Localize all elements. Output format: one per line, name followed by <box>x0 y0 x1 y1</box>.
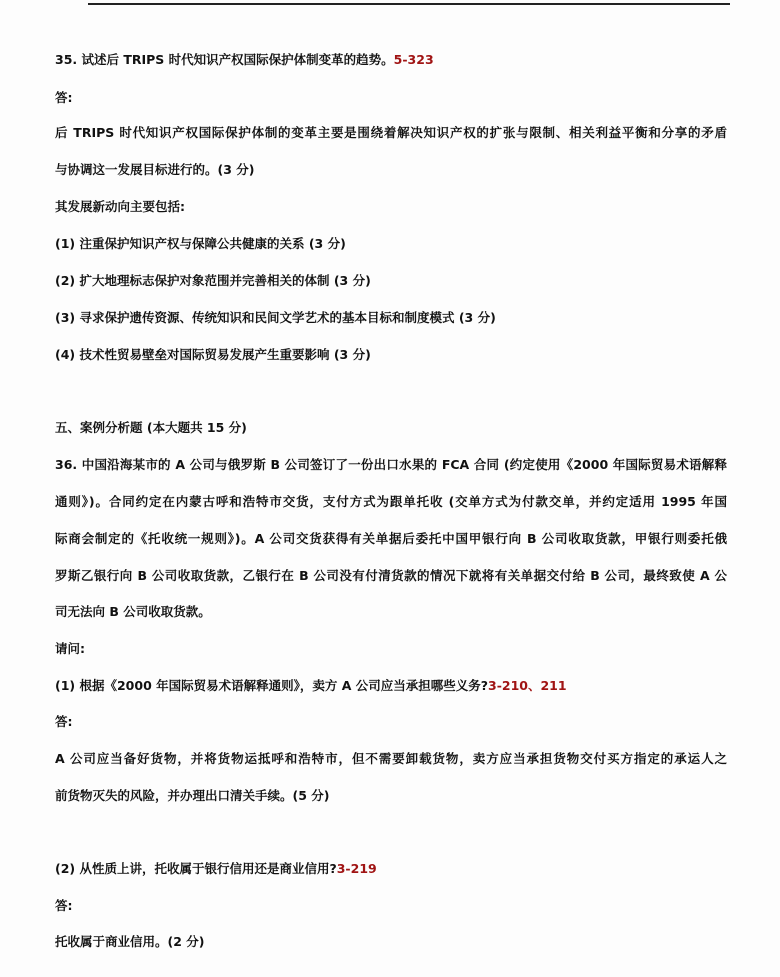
case-line: 际商会制定的《托收统一规则》)。A 公司交货获得有关单据后委托中国甲银行向 B 公司收取货款，甲银行则委托俄 <box>55 531 727 546</box>
list-item: (2) 扩大地理标志保护对象范围并完善相关的体制 (3 分) <box>55 273 371 288</box>
list-item: (3) 寻求保护遗传资源、传统知识和民间文学艺术的基本目标和制度模式 (3 分) <box>55 310 496 325</box>
question-text: (1) 根据《2000 年国际贸易术语解释通则》，卖方 A 公司应当承担哪些义务? <box>55 678 488 693</box>
question-text: (2) 从性质上讲，托收属于银行信用还是商业信用? <box>55 861 337 876</box>
answer-label: 答: <box>55 714 73 729</box>
sub-question-2 <box>55 861 377 877</box>
case-line: 36. 中国沿海某市的 A 公司与俄罗斯 B 公司签订了一份出口水果的 FCA 合同 (约定使用《2000 年国际贸易术语解释 <box>55 457 727 472</box>
answer-line: A 公司应当备好货物，并将货物运抵呼和浩特市，但不需要卸载货物，卖方应当承担货物交付买方指定的承运人之 <box>55 751 727 766</box>
answer-line: 后 TRIPS 时代知识产权国际保护体制的变革主要是围绕着解决知识产权的扩张与限制、相关利益平衡和分享的矛盾 <box>55 125 727 140</box>
answer-line: 托收属于商业信用。(2 分) <box>55 934 205 949</box>
page-reference: 3-210、211 <box>488 678 567 693</box>
header-rule <box>88 3 730 5</box>
case-line: 司无法向 B 公司收取货款。 <box>55 604 211 619</box>
list-item: (1) 注重保护知识产权与保障公共健康的关系 (3 分) <box>55 236 346 251</box>
case-line: 通则》)。合同约定在内蒙古呼和浩特市交货，支付方式为跟单托收 (交单方式为付款交单，并约定适用 1995 年国 <box>55 494 727 509</box>
sub-intro: 其发展新动向主要包括: <box>55 199 185 214</box>
answer-label: 答: <box>55 898 73 913</box>
answer-line: 前货物灭失的风险，并办理出口清关手续。(5 分) <box>55 788 330 803</box>
ask-label: 请问: <box>55 641 85 656</box>
list-item: (4) 技术性贸易壁垒对国际贸易发展产生重要影响 (3 分) <box>55 347 371 362</box>
page-reference: 5-323 <box>393 52 434 67</box>
page-reference: 3-219 <box>336 861 377 876</box>
question-35 <box>55 52 434 68</box>
section-heading: 五、案例分析题 (本大题共 15 分) <box>55 420 247 435</box>
case-line: 罗斯乙银行向 B 公司收取货款，乙银行在 B 公司没有付清货款的情况下就将有关单据交付给 B 公司，最终致使 A 公 <box>55 568 727 583</box>
answer-label: 答: <box>55 90 73 105</box>
sub-question-1 <box>55 678 567 694</box>
answer-line: 与协调这一发展目标进行的。(3 分) <box>55 162 255 177</box>
question-text: 35. 试述后 TRIPS 时代知识产权国际保护体制变革的趋势。 <box>55 52 394 67</box>
